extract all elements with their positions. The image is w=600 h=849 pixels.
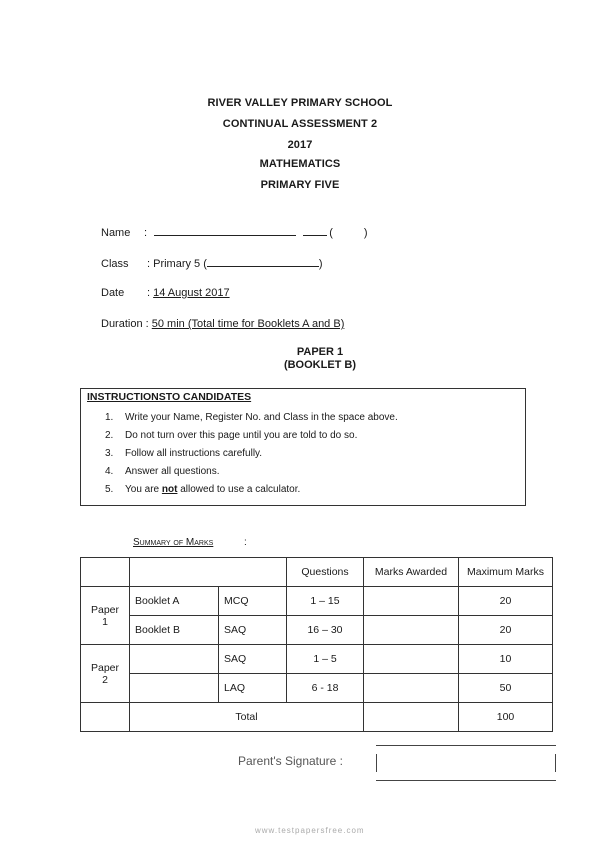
signature-label: Parent's Signature :: [238, 754, 344, 768]
class-paren-close: ): [318, 258, 323, 270]
date-value: 14 August 2017: [153, 287, 230, 299]
total-label: Total: [130, 703, 364, 732]
instruction-item: 3. Follow all instructions carefully.: [105, 448, 263, 459]
class-row: [101, 256, 323, 270]
summary-colon: :: [244, 537, 247, 548]
marks-awarded-cell[interactable]: [364, 645, 459, 674]
table-header-row: [81, 558, 553, 587]
register-field-line[interactable]: [303, 225, 327, 236]
table-row: Paper 1 Booklet A MCQ 1 – 15 20: [81, 587, 553, 616]
name-colon: :: [144, 227, 148, 239]
instructions-title: INSTRUCTIONSTO CANDIDATES: [87, 391, 252, 403]
instruction-item: 4. Answer all questions.: [105, 466, 220, 477]
signature-box[interactable]: [376, 745, 556, 781]
duration-value: 50 min (Total time for Booklets A and B): [151, 318, 345, 330]
class-prefix: : Primary 5 (: [147, 258, 207, 270]
name-field[interactable]: [154, 225, 296, 236]
footer-url: www.testpapersfree.com: [255, 826, 365, 835]
summary-title: Summary of Marks: [133, 537, 214, 548]
school-name: RIVER VALLEY PRIMARY SCHOOL: [207, 97, 393, 109]
duration-row: [101, 318, 344, 330]
assessment-title: CONTINUAL ASSESSMENT 2: [222, 118, 378, 130]
date-colon: :: [147, 287, 151, 299]
marks-table: [80, 557, 553, 732]
date-row: [101, 287, 230, 299]
class-label: Class: [101, 258, 129, 270]
total-max: 100: [459, 703, 553, 732]
instruction-item: 1. Write your Name, Register No. and Class in the space above.: [105, 412, 398, 423]
table-row: Paper 2 SAQ 1 – 5 10: [81, 645, 553, 674]
assessment-year: 2017: [287, 139, 313, 151]
total-awarded-cell[interactable]: [364, 703, 459, 732]
paper-1-label: Paper 1: [81, 587, 130, 645]
marks-awarded-cell[interactable]: [364, 674, 459, 703]
booklet-title: (BOOKLET B): [283, 359, 357, 371]
marks-awarded-cell[interactable]: [364, 587, 459, 616]
paper-2-label: Paper 2: [81, 645, 130, 703]
instruction-emphasis: not: [161, 484, 178, 495]
header-questions: Questions: [287, 558, 364, 587]
table-row: LAQ 6 - 18 50: [81, 674, 553, 703]
name-label: Name: [101, 227, 131, 239]
register-paren-open: (: [329, 227, 333, 239]
name-row: [101, 225, 368, 239]
header-maximum-marks: Maximum Marks: [459, 558, 553, 587]
instructions-list: [105, 411, 398, 501]
table-total-row: [81, 703, 553, 732]
date-label: Date: [101, 287, 125, 299]
instructions-box: [80, 388, 526, 506]
level-title: PRIMARY FIVE: [260, 179, 340, 191]
marks-awarded-cell[interactable]: [364, 616, 459, 645]
duration-label: Duration :: [101, 318, 149, 330]
table-row: Booklet B SAQ 16 – 30 20: [81, 616, 553, 645]
class-field[interactable]: [207, 256, 319, 267]
instruction-item: 2. Do not turn over this page until you are told to do so.: [105, 430, 358, 441]
header-marks-awarded: Marks Awarded: [364, 558, 459, 587]
instruction-item: 5. You are not allowed to use a calculator.: [105, 484, 301, 495]
paper-title: PAPER 1: [296, 346, 344, 358]
subject-title: MATHEMATICS: [259, 158, 341, 170]
register-paren-close: ): [363, 227, 368, 239]
